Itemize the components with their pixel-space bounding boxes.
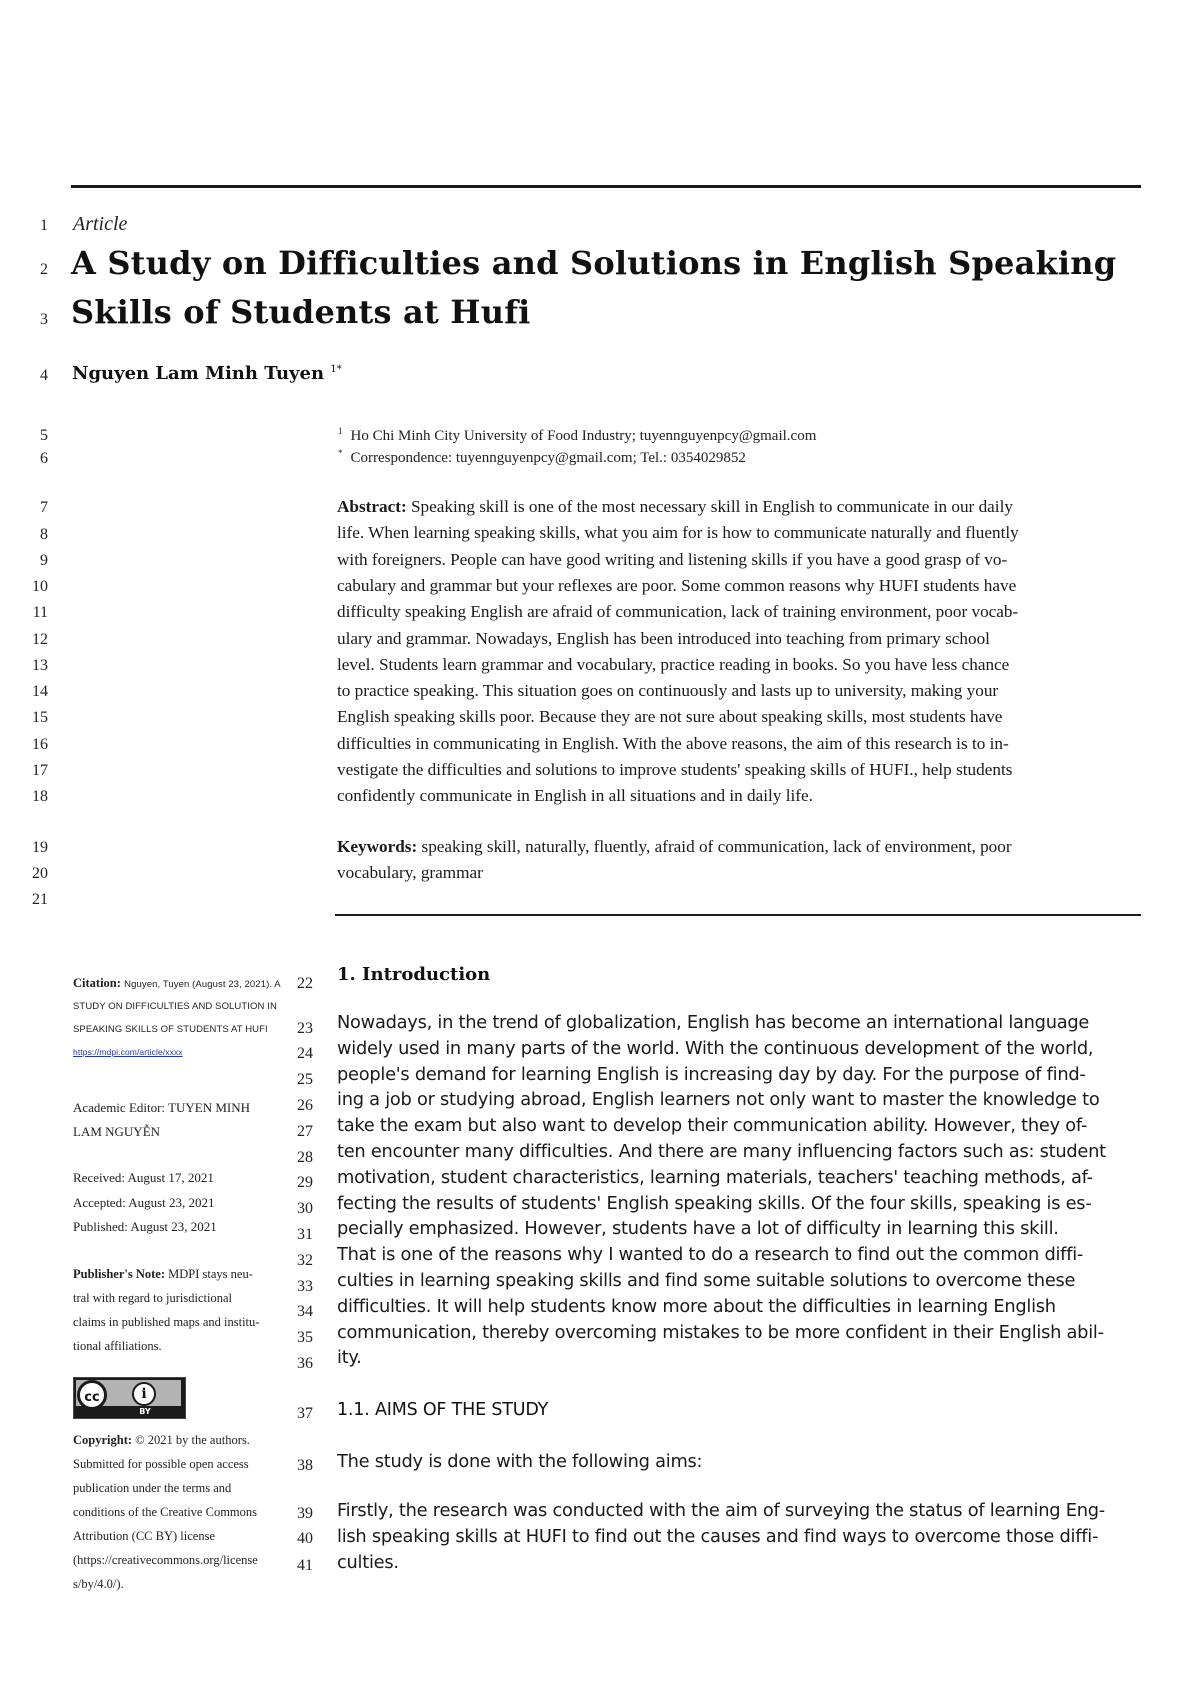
line-number: 30: [297, 1200, 313, 1217]
academic-editor-line: LAM NGUYỄN: [73, 1124, 161, 1139]
body-line: ity.: [337, 1347, 362, 1369]
by-label: BY: [139, 1407, 151, 1416]
line-number: 41: [297, 1557, 313, 1574]
citation-line: Nguyen, Tuyen (August 23, 2021). A: [124, 979, 281, 990]
copyright: [73, 1428, 313, 1596]
body-line: That is one of the reasons why I wanted to do a research to find out the common diffi-: [337, 1244, 1084, 1266]
copyright-line: © 2021 by the authors.: [135, 1433, 250, 1447]
publishers-note-line: MDPI stays neu-: [168, 1267, 253, 1281]
abstract-line: vestigate the difficulties and solutions to improve students' speaking skills of HUFI., help students: [337, 760, 1013, 779]
publishers-note-line: tral with regard to jurisdictional: [73, 1291, 232, 1305]
body-line: culties in learning speaking skills and find some suitable solutions to overcome these: [337, 1270, 1076, 1291]
copyright-line: Submitted for possible open access: [73, 1457, 249, 1471]
body-line: culties.: [337, 1551, 399, 1573]
line-number: 3: [40, 311, 48, 328]
line-number: 15: [32, 709, 48, 726]
body-line: pecially emphasized. However, students have a lot of difficulty in learning this skill.: [337, 1218, 1059, 1240]
abstract-line: English speaking skills poor. Because they are not sure about speaking skills, most students have: [337, 707, 1003, 727]
body-line: ten encounter many difficulties. And there are many influencing factors such as: student: [337, 1141, 1106, 1162]
line-number: 28: [297, 1149, 313, 1166]
line-number: 2: [40, 261, 48, 278]
publication-dates: [73, 1166, 217, 1240]
body-line: Nowadays, in the trend of globalization, English has become an international language: [337, 1012, 1090, 1033]
body-line: Firstly, the research was conducted with the aim of surveying the status of learning Eng-: [337, 1500, 1105, 1521]
academic-editor-line: Academic Editor: TUYEN MINH: [73, 1100, 251, 1115]
affiliation-text: Ho Chi Minh City University of Food Industry; tuyennguyenpcy@gmail.com: [350, 428, 817, 444]
line-number: 10: [32, 578, 48, 595]
abstract-line: level. Students learn grammar and vocabulary, practice reading in books. So you have less chance: [337, 654, 1010, 674]
line-number: 6: [40, 450, 48, 467]
keywords-label: Keywords:: [337, 837, 418, 856]
line-number: 38: [297, 1457, 313, 1474]
abstract-line: ulary and grammar. Nowadays, English has been introduced into teaching from primary school: [337, 628, 990, 648]
title-line: A Study on Difficulties and Solutions in English Speaking: [71, 244, 1117, 282]
line-number: 17: [32, 762, 48, 779]
line-number: 8: [40, 526, 48, 543]
attribution-icon: i: [132, 1382, 156, 1406]
accepted-date: Accepted: August 23, 2021: [73, 1194, 215, 1210]
line-number: 13: [32, 657, 48, 674]
publishers-note: [73, 1262, 308, 1358]
abstract-line: life. When learning speaking skills, what you aim for is how to communicate naturally and fluently: [337, 523, 1019, 543]
header-rule: [71, 185, 1141, 188]
line-number: 11: [32, 604, 48, 621]
line-number: 32: [297, 1252, 313, 1269]
abstract-line: confidently communicate in English in all situations and in daily life.: [337, 786, 813, 806]
line-number: 5: [40, 427, 48, 444]
section-heading: 1. Introduction: [337, 964, 491, 985]
line-number: 24: [297, 1045, 313, 1062]
line-number: 16: [32, 736, 48, 753]
copyright-line: s/by/4.0/).: [73, 1577, 124, 1591]
line-number: 18: [32, 788, 48, 805]
affiliation-mark: *: [338, 448, 343, 458]
aims-intro: The study is done with the following aims:: [337, 1451, 703, 1472]
publishers-note-line: tional affiliations.: [73, 1339, 162, 1353]
subsection-heading: 1.1. AIMS OF THE STUDY: [337, 1400, 549, 1420]
copyright-line: (https://creativecommons.org/license: [73, 1553, 258, 1567]
citation-line: STUDY ON DIFFICULTIES AND SOLUTION IN: [73, 1001, 277, 1012]
line-number: 12: [32, 631, 48, 648]
line-number: 21: [32, 891, 48, 908]
line-number: 34: [297, 1303, 313, 1320]
affiliation-mark: 1: [338, 426, 343, 436]
abstract-line: to practice speaking. This situation goes on continuously and lasts up to university, making your: [337, 681, 999, 701]
citation: [73, 975, 308, 1057]
author-superscript: 1*: [330, 364, 342, 375]
body-line: people's demand for learning English is increasing day by day. For the purpose of find-: [337, 1063, 1086, 1085]
line-number: 27: [297, 1123, 313, 1140]
line-number: 40: [297, 1530, 313, 1547]
published-date: Published: August 23, 2021: [73, 1219, 217, 1234]
cc-icon: cc: [77, 1380, 107, 1410]
abstract-line: difficulty speaking English are afraid of communication, lack of training environment, poor vocab-: [337, 602, 1019, 622]
received-date: Received: August 17, 2021: [73, 1170, 214, 1185]
line-number: 14: [32, 683, 48, 700]
line-number: 25: [297, 1071, 313, 1088]
abstract-line: difficulties in communicating in English. With the above reasons, the aim of this research is to in-: [337, 733, 1009, 753]
keywords-line: speaking skill, naturally, fluently, afraid of communication, lack of environment, poor: [421, 837, 1012, 856]
line-number: 9: [40, 552, 48, 569]
line-number: 19: [32, 839, 48, 856]
copyright-line: Attribution (CC BY) license: [73, 1529, 215, 1543]
citation-line: SPEAKING SKILLS OF STUDENTS AT HUFI: [73, 1024, 268, 1035]
copyright-label: Copyright:: [73, 1433, 133, 1447]
copyright-line: conditions of the Creative Commons: [73, 1505, 258, 1519]
abstract-line: Speaking skill is one of the most necessary skill in English to communicate in our daily: [410, 497, 1013, 516]
keywords-line: vocabulary, grammar: [337, 863, 483, 883]
line-number: 33: [297, 1278, 313, 1295]
author-name-text: Nguyen Lam Minh Tuyen: [72, 363, 325, 384]
copyright-line: publication under the terms and: [73, 1481, 232, 1495]
author-name: [72, 363, 342, 384]
line-number: 37: [297, 1405, 313, 1422]
body-line: fecting the results of students' English speaking skills. Of the four skills, speaking is es-: [337, 1192, 1092, 1214]
cc-by-license-badge[interactable]: [73, 1377, 186, 1419]
body-line: motivation, student characteristics, learning materials, teachers' teaching methods, af-: [337, 1166, 1093, 1188]
body-line: ing a job or studying abroad, English learners not only want to master the knowledge to: [337, 1089, 1100, 1111]
line-number: 26: [297, 1097, 313, 1114]
line-number: 22: [297, 975, 313, 992]
publishers-note-label: Publisher's Note:: [73, 1267, 166, 1281]
line-number: 1: [40, 217, 48, 234]
line-number: 7: [40, 499, 48, 516]
line-number: 4: [40, 367, 48, 384]
correspondence: [338, 448, 746, 467]
correspondence-text: Correspondence: tuyennguyenpcy@gmail.com; Tel.: 0354029852: [350, 450, 746, 466]
line-number: 35: [297, 1329, 313, 1346]
body-line: lish speaking skills at HUFI to find out the causes and find ways to overcome those diffi-: [337, 1525, 1099, 1547]
line-number: 39: [297, 1505, 313, 1522]
line-number: 23: [297, 1020, 313, 1037]
line-number: 36: [297, 1355, 313, 1372]
abstract-line: cabulary and grammar but your reflexes are poor. Some common reasons why HUFI students have: [337, 575, 1017, 595]
title-line: Skills of Students at Hufi: [71, 293, 531, 331]
abstract-label: Abstract:: [337, 497, 407, 516]
line-number: 29: [297, 1174, 313, 1191]
body-line: take the exam but also want to develop their communication ability. However, they of-: [337, 1115, 1088, 1137]
line-number: 31: [297, 1226, 313, 1243]
affiliation: [338, 426, 816, 445]
citation-link[interactable]: https://mdpi.com/article/xxxx: [73, 1047, 183, 1057]
line-number: 20: [32, 865, 48, 882]
publishers-note-line: claims in published maps and institu-: [73, 1315, 260, 1329]
abstract-line: with foreigners. People can have good writing and listening skills if you have a good grasp of vo-: [337, 549, 1008, 569]
body-line: difficulties. It will help students know more about the difficulties in learning English: [337, 1295, 1056, 1317]
academic-editor: [73, 1096, 250, 1144]
body-line: communication, thereby overcoming mistakes to be more confident in their English abil-: [337, 1321, 1104, 1343]
citation-label: Citation:: [73, 976, 121, 990]
article-type: Article: [73, 213, 128, 235]
body-line: widely used in many parts of the world. With the continuous development of the world,: [337, 1037, 1094, 1059]
abstract-bottom-rule: [335, 914, 1141, 916]
